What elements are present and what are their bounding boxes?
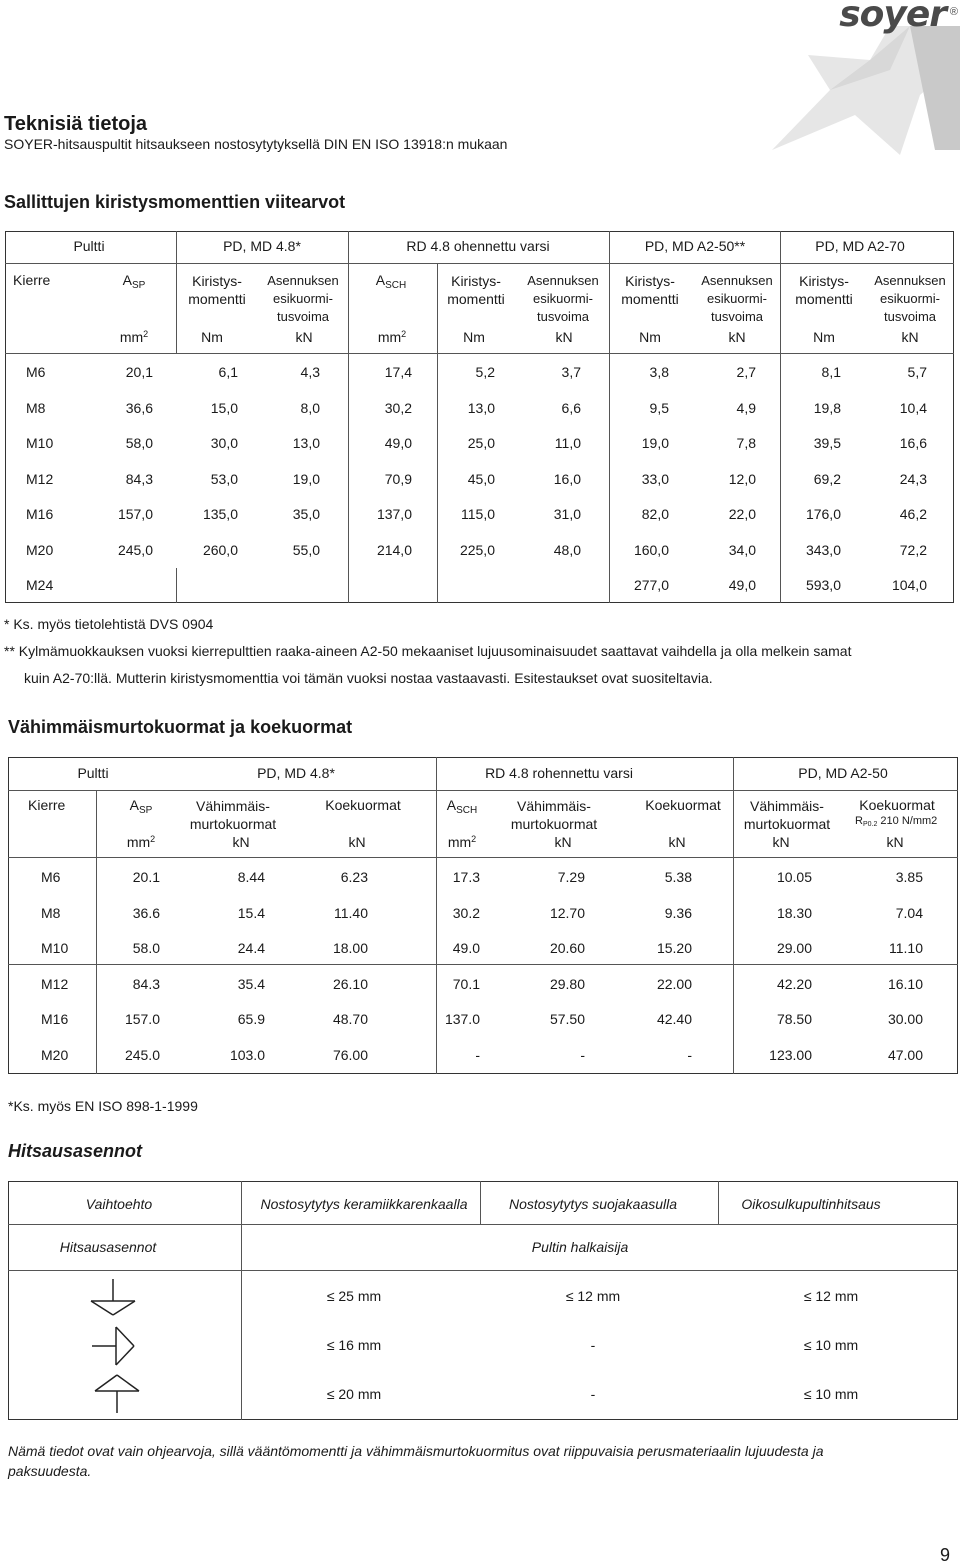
load-cell: 35.4	[237, 975, 265, 992]
brand-name: soyer	[839, 0, 946, 35]
load-cell: 18.30	[776, 904, 812, 921]
load-cell: 29.80	[549, 975, 585, 992]
torque-col-kir-3: Kiristys- momentti	[621, 273, 679, 307]
load-cell: -	[580, 1046, 585, 1063]
load-group-g1: PD, MD 4.8*	[257, 765, 335, 781]
weld-cell: ≤ 10 mm	[803, 1337, 859, 1353]
load-cell: -	[475, 1046, 480, 1063]
load-note: *Ks. myös EN ISO 898-1-1999	[8, 1098, 198, 1114]
load-cell: 10.05	[776, 869, 812, 885]
load-unit-kn-2: kN	[348, 834, 366, 850]
weld-cell: ≤ 25 mm	[326, 1288, 382, 1304]
load-row-thread: M10	[41, 940, 69, 956]
torque-cell: 3,8	[649, 364, 669, 380]
load-col-koe-1: Koekuormat	[325, 797, 401, 813]
load-cell: 15.20	[656, 940, 692, 956]
torque-col-ase-4: Asennuksen esikuormi- tusvoima	[874, 273, 946, 324]
load-col-koe-3: Koekuormat	[859, 797, 935, 813]
torque-row-thread: M16	[26, 506, 54, 522]
torque-cell: 30,0	[210, 435, 238, 451]
torque-cell: 9,5	[649, 399, 669, 416]
load-cell: 48.70	[332, 1011, 368, 1027]
torque-cell: 24,3	[899, 470, 927, 487]
weld-cell: ≤ 16 mm	[326, 1337, 382, 1353]
torque-group-g1: PD, MD 4.8*	[223, 238, 301, 254]
load-cell: 245.0	[124, 1046, 160, 1063]
load-cell: 103.0	[229, 1046, 265, 1063]
torque-col-kir-4: Kiristys- momentti	[795, 273, 853, 307]
torque-row-thread: M12	[26, 470, 54, 487]
torque-cell: 8,0	[300, 399, 320, 416]
torque-col-ase-2: Asennuksen esikuormi- tusvoima	[527, 273, 599, 324]
load-row-thread: M16	[41, 1011, 69, 1027]
torque-unit-nm-1: Nm	[201, 329, 223, 345]
page-number: 9	[939, 1545, 950, 1565]
load-group-g2: RD 4.8 rohennettu varsi	[485, 765, 633, 781]
load-col-asp: $A_{SP}$	[129, 797, 153, 816]
weld-note-1: Nämä tiedot ovat vain ohjearvoja, sillä vääntömomentti ja vähimmäismurtokuormitus ovat riippuvaisia perusmateriaalin lujuudesta ja	[8, 1443, 824, 1459]
load-group-g3: PD, MD A2-50	[798, 765, 888, 781]
weld-position-overhead-icon	[92, 1373, 142, 1415]
load-cell: 17.3	[452, 869, 480, 885]
torque-cell: 137,0	[376, 506, 412, 522]
torque-cell: 176,0	[805, 506, 841, 522]
torque-heading: Sallittujen kiristysmomenttien viitearvot	[4, 192, 346, 212]
load-unit-kn-1: kN	[232, 834, 250, 850]
torque-cell: 2,7	[736, 364, 756, 380]
torque-cell: 17,4	[384, 364, 412, 380]
weld-cell: -	[590, 1386, 596, 1402]
load-cell: 29.00	[776, 940, 812, 956]
weld-label-positions: Hitsausasennot	[59, 1239, 157, 1255]
load-cell: 137.0	[444, 1011, 480, 1027]
load-unit-mm-1: $mm^2$	[126, 834, 156, 850]
torque-cell: 225,0	[459, 541, 495, 558]
torque-cell: 104,0	[891, 577, 927, 593]
soyer-logo	[760, 0, 960, 155]
torque-cell: 16,0	[553, 470, 581, 487]
torque-cell: 13,0	[292, 435, 320, 451]
weld-cell: ≤ 12 mm	[803, 1288, 859, 1304]
torque-col-ase-3: Asennuksen esikuormi- tusvoima	[701, 273, 773, 324]
torque-row-thread: M24	[26, 577, 54, 593]
torque-row-thread: M6	[26, 364, 46, 380]
load-cell: 12.70	[549, 904, 585, 921]
weld-position-horizontal-icon	[90, 1325, 140, 1367]
torque-unit-kn-1: kN	[295, 329, 313, 345]
torque-cell: 34,0	[728, 541, 756, 558]
load-cell: 11.10	[889, 940, 923, 956]
torque-cell: 7,8	[736, 435, 756, 451]
torque-cell: 33,0	[641, 470, 669, 487]
load-row-thread: M6	[41, 869, 61, 885]
torque-cell: 593,0	[805, 577, 841, 593]
torque-cell: 19,8	[813, 399, 841, 416]
load-cell: 16.10	[887, 975, 923, 992]
load-cell: 123.00	[769, 1046, 812, 1063]
weld-cell: -	[590, 1337, 596, 1353]
torque-row-thread: M20	[26, 541, 54, 558]
weld-head-1: Nostosytytys keramiikkarenkaalla	[260, 1196, 468, 1212]
load-cell: 47.00	[887, 1046, 923, 1063]
torque-unit-nm-3: Nm	[639, 329, 661, 345]
torque-unit-nm-4: Nm	[813, 329, 835, 345]
torque-cell: 214,0	[376, 541, 412, 558]
load-cell: 84.3	[132, 975, 160, 992]
torque-cell: 5,2	[475, 364, 495, 380]
load-cell: 9.36	[664, 904, 692, 921]
torque-cell: 19,0	[292, 470, 320, 487]
load-row-thread: M8	[41, 904, 61, 921]
torque-group-g3: PD, MD A2-50**	[644, 238, 746, 254]
weld-note-2: paksuudesta.	[8, 1463, 92, 1479]
torque-cell: 6,6	[561, 399, 581, 416]
torque-unit-kn-4: kN	[901, 329, 919, 345]
torque-note-3: kuin A2-70:llä. Mutterin kiristysmomenttia voi tämän vuoksi nostaa vastaavasti. Esitestaukset ovat suositeltavia.	[24, 670, 713, 686]
torque-cell: 53,0	[210, 470, 238, 487]
torque-unit-mm-1: $mm^2$	[119, 329, 149, 345]
load-unit-kn-4: kN	[668, 834, 686, 850]
torque-unit-kn-2: kN	[555, 329, 573, 345]
load-cell: 6.23	[340, 869, 368, 885]
load-col-rp: RP0.2 210 N/mm2	[855, 815, 938, 828]
torque-cell: 22,0	[728, 506, 756, 522]
torque-cell: 135,0	[202, 506, 238, 522]
torque-cell: 10,4	[899, 399, 927, 416]
torque-cell: 36,6	[125, 399, 153, 416]
torque-cell: 39,5	[813, 435, 841, 451]
torque-cell: 11,0	[554, 435, 581, 451]
load-cell: 70.1	[452, 975, 480, 992]
torque-cell: 31,0	[553, 506, 581, 522]
torque-cell: 58,0	[125, 435, 153, 451]
load-col-vah-2: Vähimmäis- murtokuormat	[510, 798, 598, 832]
torque-cell: 19,0	[641, 435, 669, 451]
load-cell: 30.2	[452, 904, 480, 921]
load-unit-kn-5: kN	[772, 834, 790, 850]
torque-cell: 72,2	[899, 541, 927, 558]
load-cell: 76.00	[332, 1046, 368, 1063]
torque-cell: 245,0	[117, 541, 153, 558]
page-title: Teknisiä tietoja	[4, 113, 148, 135]
torque-cell: 343,0	[805, 541, 841, 558]
torque-cell: 20,1	[125, 364, 153, 380]
torque-col-kir-2: Kiristys- momentti	[447, 273, 505, 307]
load-unit-mm-2: $mm^2$	[447, 834, 477, 850]
load-cell: 20.60	[549, 940, 585, 956]
load-cell: 58.0	[132, 940, 160, 956]
torque-cell: 82,0	[641, 506, 669, 522]
load-unit-kn-3: kN	[554, 834, 572, 850]
load-cell: 57.50	[549, 1011, 585, 1027]
torque-row-thread: M8	[26, 399, 46, 416]
torque-cell: 8,1	[821, 364, 841, 380]
weld-position-down-icon	[88, 1277, 138, 1319]
torque-cell: 45,0	[467, 470, 495, 487]
load-cell: 11.40	[334, 904, 368, 921]
torque-cell: 12,0	[728, 470, 756, 487]
load-unit-kn-6: kN	[886, 834, 904, 850]
torque-cell: 35,0	[292, 506, 320, 522]
load-cell: 30.00	[887, 1011, 923, 1027]
weld-heading: Hitsausasennot	[8, 1141, 143, 1161]
torque-cell: 3,7	[561, 364, 581, 380]
torque-col-kir-1: Kiristys- momentti	[188, 273, 246, 307]
torque-cell: 260,0	[202, 541, 238, 558]
weld-head-0: Vaihtoehto	[85, 1196, 153, 1212]
torque-cell: 4,9	[736, 399, 756, 416]
torque-group-g2: RD 4.8 ohennettu varsi	[406, 238, 550, 254]
load-cell: 20.1	[132, 869, 160, 885]
load-cell: 65.9	[237, 1011, 265, 1027]
torque-unit-nm-2: Nm	[463, 329, 485, 345]
load-cell: 42.40	[656, 1011, 692, 1027]
load-cell: 22.00	[656, 975, 692, 992]
load-group-pultti: Pultti	[77, 765, 109, 781]
torque-cell: 46,2	[899, 506, 927, 522]
torque-cell: 25,0	[467, 435, 495, 451]
torque-cell: 55,0	[292, 541, 320, 558]
torque-group-pultti: Pultti	[73, 238, 105, 254]
torque-unit-kn-3: kN	[728, 329, 746, 345]
torque-cell: 115,0	[461, 506, 495, 522]
load-col-vah-1: Vähimmäis- murtokuormat	[189, 798, 277, 832]
torque-cell: 16,6	[899, 435, 927, 451]
torque-col-kierre: Kierre	[13, 272, 51, 288]
torque-col-ase-1: Asennuksen esikuormi- tusvoima	[267, 273, 339, 324]
torque-cell: 48,0	[553, 541, 581, 558]
torque-unit-mm-2: $mm^2$	[377, 329, 407, 345]
torque-cell: 49,0	[728, 577, 756, 593]
weld-cell: ≤ 12 mm	[565, 1288, 621, 1304]
torque-cell: 49,0	[384, 435, 412, 451]
load-cell: 49.0	[452, 940, 480, 956]
torque-cell: 15,0	[210, 399, 238, 416]
load-cell: 42.20	[776, 975, 812, 992]
load-col-vah-3: Vähimmäis- murtokuormat	[743, 798, 831, 832]
page-subtitle: SOYER-hitsauspultit hitsaukseen nostosytytyksellä DIN EN ISO 13918:n mukaan	[4, 136, 508, 152]
load-cell: 26.10	[332, 975, 368, 992]
brand-registered-mark: ®	[949, 6, 958, 18]
load-heading: Vähimmäismurtokuormat ja koekuormat	[8, 717, 353, 737]
load-cell: 18.00	[332, 940, 368, 956]
torque-cell: 84,3	[125, 470, 153, 487]
weld-cell: ≤ 20 mm	[326, 1386, 382, 1402]
torque-cell: 157,0	[117, 506, 153, 522]
torque-cell: 6,1	[218, 364, 238, 380]
load-col-kierre: Kierre	[28, 797, 66, 813]
torque-cell: 70,9	[384, 470, 412, 487]
torque-cell: 277,0	[633, 577, 669, 593]
load-cell: 7.29	[557, 869, 585, 885]
torque-cell: 4,3	[300, 364, 320, 380]
weld-head-3: Oikosulkupultinhitsaus	[741, 1196, 881, 1212]
load-col-asch: $A_{SCH}$	[446, 797, 478, 816]
load-row-thread: M12	[41, 975, 69, 992]
load-row-thread: M20	[41, 1046, 69, 1063]
weld-cell: ≤ 10 mm	[803, 1386, 859, 1402]
load-cell: -	[687, 1046, 692, 1063]
torque-group-g4: PD, MD A2-70	[815, 238, 905, 254]
torque-cell: 160,0	[633, 541, 669, 558]
torque-cell: 30,2	[384, 399, 412, 416]
load-cell: 3.85	[895, 869, 923, 885]
weld-head-2: Nostosytytys suojakaasulla	[508, 1196, 678, 1212]
load-cell: 7.04	[895, 904, 923, 921]
torque-cell: 69,2	[813, 470, 841, 487]
load-cell: 15.4	[237, 904, 265, 921]
torque-row-thread: M10	[26, 435, 54, 451]
load-cell: 24.4	[237, 940, 265, 956]
torque-note-2: ** Kylmämuokkauksen vuoksi kierrepulttien raaka-aineen A2-50 mekaaniset lujuusominaisuudet saattavat vaihdella ja olla melkein samat	[4, 643, 852, 659]
torque-cell: 5,7	[907, 364, 927, 380]
load-cell: 78.50	[776, 1011, 812, 1027]
load-cell: 157.0	[124, 1011, 160, 1027]
weld-label-diameter: Pultin halkaisija	[531, 1239, 629, 1255]
torque-note-1: * Ks. myös tietolehtistä DVS 0904	[4, 616, 214, 632]
load-col-koe-2: Koekuormat	[645, 797, 721, 813]
load-cell: 8.44	[237, 869, 265, 885]
torque-cell: 13,0	[467, 399, 495, 416]
torque-col-asp: $A_{SP}$	[122, 272, 146, 291]
load-cell: 36.6	[132, 904, 160, 921]
torque-col-asch: $A_{SCH}$	[375, 272, 407, 291]
load-cell: 5.38	[664, 869, 692, 885]
